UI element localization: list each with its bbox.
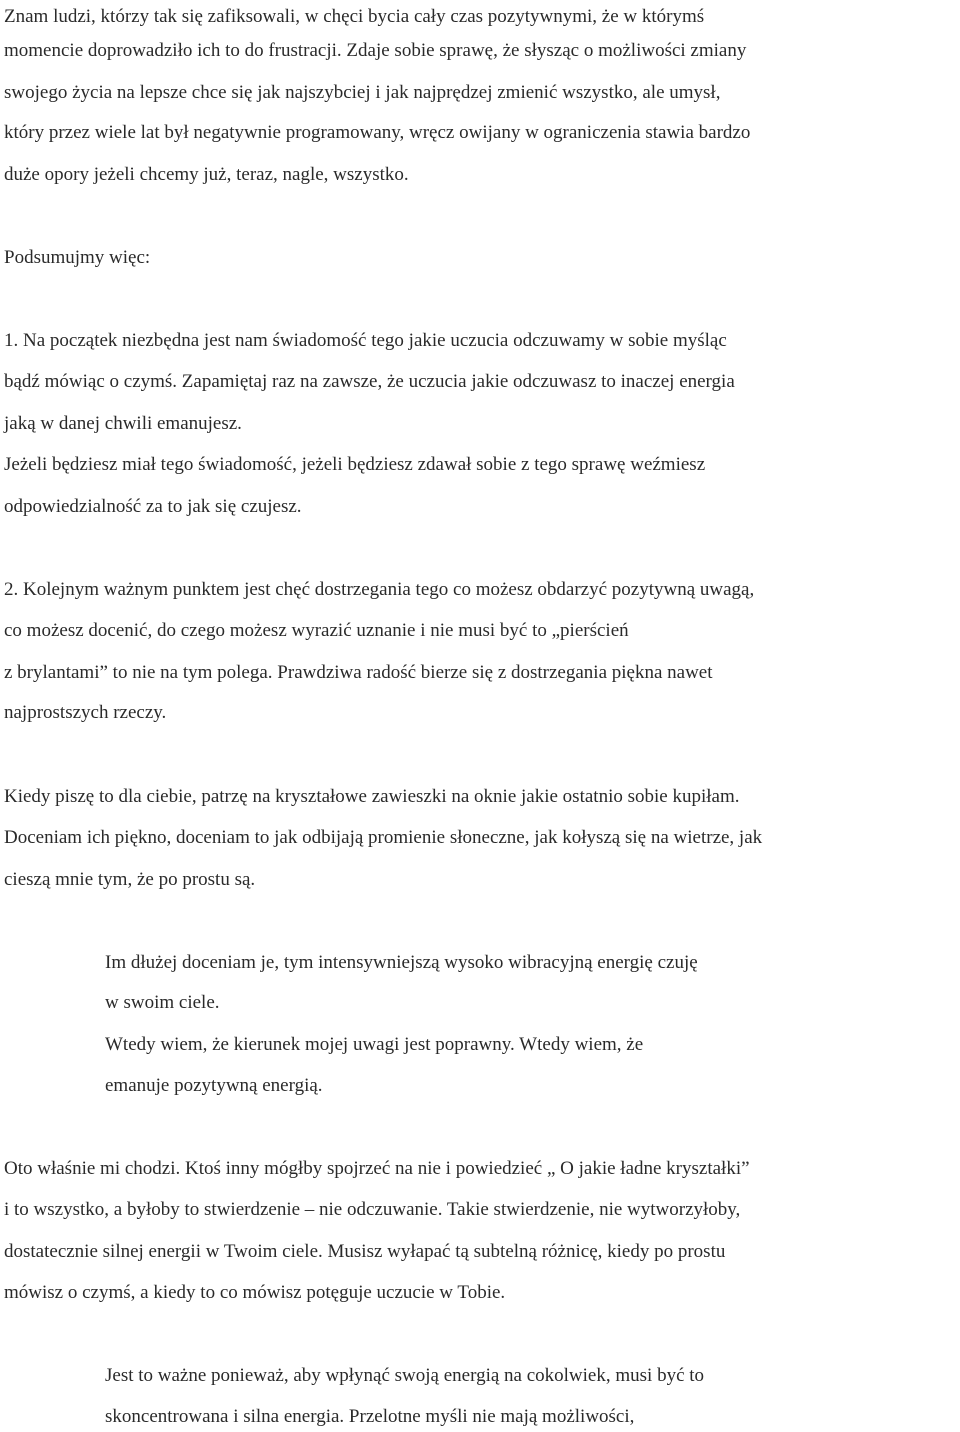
text-line: momencie doprowadziło ich to do frustracji. Zdaje sobie sprawę, że słysząc o możliwości zmiany	[4, 40, 747, 61]
paragraph-line: i to wszystko, a byłoby to stwierdzenie – nie odczuwanie. Takie stwierdzenie, nie wytworzyłoby,	[4, 1199, 741, 1220]
list-item-1-text: Jeżeli będziesz miał tego świadomość, jeżeli będziesz zdawał sobie z tego sprawę weźmiesz	[4, 454, 706, 475]
paragraph-line: Kiedy piszę to dla ciebie, patrzę na kryształowe zawieszki na oknie jakie ostatnio sobie kupiłam.	[4, 786, 740, 807]
list-item-1-text: 1. Na początek niezbędna jest nam świadomość tego jakie uczucia odczuwamy w sobie myśląc	[4, 330, 727, 351]
text-line: swojego życia na lepsze chce się jak najszybciej i jak najprędzej zmienić wszystko, ale umysł,	[4, 82, 721, 103]
list-item-2-text: co możesz docenić, do czego możesz wyrazić uznanie i nie musi być to „pierścień	[4, 620, 629, 641]
paragraph-line: Oto właśnie mi chodzi. Ktoś inny mógłby spojrzeć na nie i powiedzieć „ O jakie ładne kryształki”	[4, 1158, 750, 1179]
paragraph-line: mówisz o czymś, a kiedy to co mówisz potęguje uczucie w Tobie.	[4, 1282, 506, 1303]
quote-line: Im dłużej doceniam je, tym intensywniejszą wysoko wibracyjną energię czuję	[105, 952, 698, 973]
quote-line: Wtedy wiem, że kierunek mojej uwagi jest poprawny. Wtedy wiem, że	[105, 1034, 644, 1055]
quote-line: emanuje pozytywną energią.	[105, 1075, 323, 1096]
list-item-1-text: odpowiedzialność za to jak się czujesz.	[4, 496, 302, 517]
list-item-1-text: bądź mówiąc o czymś. Zapamiętaj raz na zawsze, że uczucia jakie odczuwasz to inaczej energia	[4, 371, 735, 392]
list-item-2-text: z brylantami” to nie na tym polega. Prawdziwa radość bierze się z dostrzegania piękna nawet	[4, 662, 713, 683]
list-item-2-text: najprostszych rzeczy.	[4, 702, 167, 723]
list-item-2-text: 2. Kolejnym ważnym punktem jest chęć dostrzegania tego co możesz obdarzyć pozytywną uwagą,	[4, 579, 755, 600]
text-line: Znam ludzi, którzy tak się zafiksowali, w chęci bycia cały czas pozytywnymi, że w którymś	[4, 6, 705, 27]
paragraph-line: dostatecznie silnej energii w Twoim ciele. Musisz wyłapać tą subtelną różnicę, kiedy po prostu	[4, 1241, 726, 1262]
paragraph-line: Doceniam ich piękno, doceniam to jak odbijają promienie słoneczne, jak kołyszą się na wietrze, jak	[4, 827, 763, 848]
quote-line: w swoim ciele.	[105, 992, 220, 1013]
quote-line: skoncentrowana i silna energia. Przelotne myśli nie mają możliwości,	[105, 1406, 635, 1427]
paragraph-line: cieszą mnie tym, że po prostu są.	[4, 869, 256, 890]
list-item-1-text: jaką w danej chwili emanujesz.	[4, 413, 242, 434]
quote-line: Jest to ważne ponieważ, aby wpłynąć swoją energią na cokolwiek, musi być to	[105, 1365, 705, 1386]
text-line: duże opory jeżeli chcemy już, teraz, nagle, wszystko.	[4, 164, 409, 185]
text-line: który przez wiele lat był negatywnie programowany, wręcz owijany w ograniczenia stawia bardzo	[4, 122, 751, 143]
section-heading: Podsumujmy więc:	[4, 247, 151, 268]
